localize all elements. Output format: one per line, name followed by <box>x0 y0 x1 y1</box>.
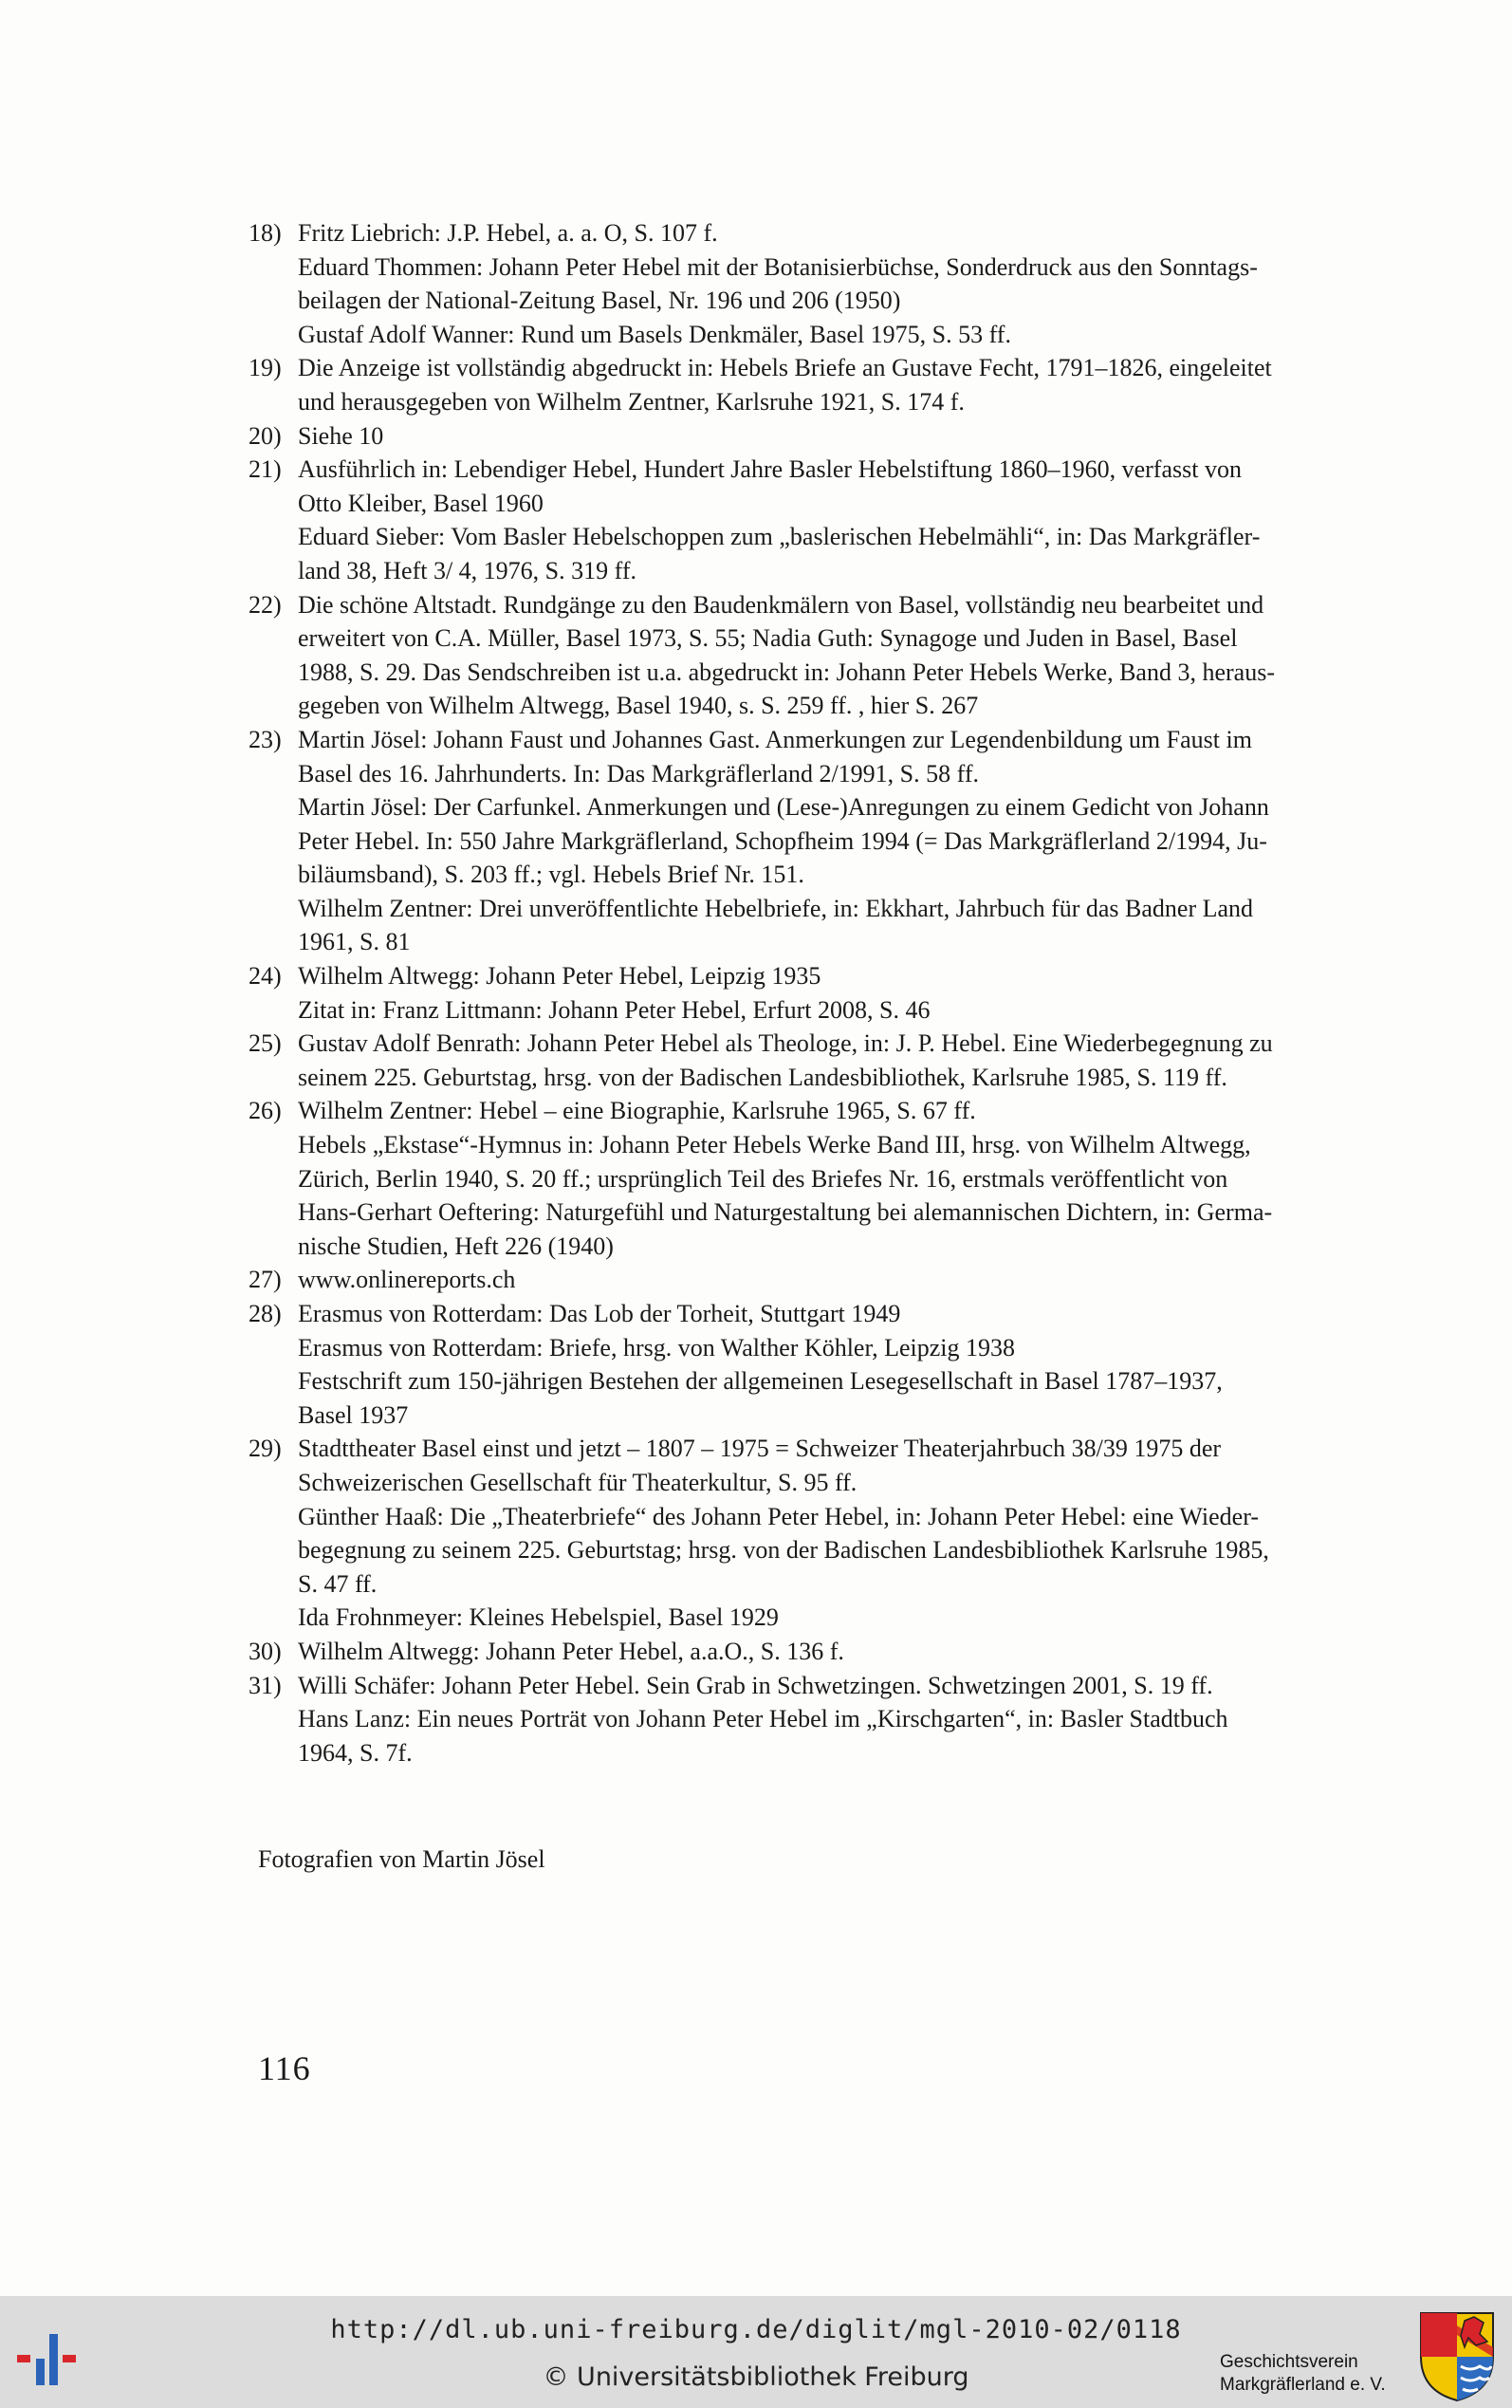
society-name <box>1220 2351 1410 2397</box>
endnote-line: Siehe 10 <box>298 421 384 450</box>
endnote-line: Erasmus von Rotterdam: Briefe, hrsg. von Walther Köhler, Leipzig 1938 <box>298 1333 1015 1361</box>
source-url-link[interactable]: http://dl.ub.uni-freiburg.de/diglit/mgl-2010-02/0118 <box>330 2315 1182 2344</box>
endnote <box>249 588 1396 723</box>
endnote-number: 21) <box>249 455 282 484</box>
endnote-line: 1964, S. 7f. <box>298 1738 413 1767</box>
endnote-line: beilagen der National-Zeitung Basel, Nr. 196 und 206 (1950) <box>298 287 901 315</box>
endnote <box>249 959 1396 1027</box>
endnote <box>249 351 1396 418</box>
coat-of-arms-icon <box>1417 2309 1497 2402</box>
endnote-line: Festschrift zum 150-jährigen Bestehen der allgemeinen Lesegesellschaft in Basel 1787–1937, <box>298 1367 1223 1396</box>
endnote-number: 30) <box>249 1637 282 1665</box>
endnote-line: Basel des 16. Jahrhunderts. In: Das Markgräflerland 2/1991, S. 58 ff. <box>298 759 979 787</box>
endnote-line: S. 47 ff. <box>298 1569 378 1598</box>
endnote-number: 28) <box>249 1300 282 1327</box>
endnote-number: 25) <box>249 1029 282 1058</box>
page-number: 116 <box>258 2049 311 2087</box>
endnote-line: Fritz Liebrich: J.P. Hebel, a. a. O, S. 107 f. <box>298 219 718 247</box>
endnote-line: und herausgegeben von Wilhelm Zentner, Karlsruhe 1921, S. 174 f. <box>298 387 965 416</box>
photo-credit: Fotografien von Martin Jösel <box>258 1845 545 1873</box>
footer-bar <box>0 2296 1512 2408</box>
endnote-line: 1961, S. 81 <box>298 928 411 956</box>
society-name-line2: Markgräflerland e. V. <box>1220 2375 1386 2395</box>
endnote-line: Peter Hebel. In: 550 Jahre Markgräflerland, Schopfheim 1994 (= Das Markgräflerland 2/1994, Ju- <box>298 826 1267 855</box>
endnote <box>249 1635 1396 1669</box>
endnote-line: Basel 1937 <box>298 1400 409 1429</box>
endnote-number: 23) <box>249 725 282 753</box>
endnote-line: Wilhelm Altwegg: Johann Peter Hebel, a.a.O., S. 136 f. <box>298 1637 844 1665</box>
endnote-line: Gustaf Adolf Wanner: Rund um Basels Denkmäler, Basel 1975, S. 53 ff. <box>298 320 1011 348</box>
endnote-line: Ida Frohnmeyer: Kleines Hebelspiel, Basel 1929 <box>298 1603 779 1632</box>
endnote-number: 20) <box>249 421 282 450</box>
endnote-line: Zitat in: Franz Littmann: Johann Peter Hebel, Erfurt 2008, S. 46 <box>298 995 931 1024</box>
society-name-line1: Geschichtsverein <box>1220 2352 1358 2372</box>
endnote-line: Eduard Thommen: Johann Peter Hebel mit der Botanisierbüchse, Sonderdruck aus den Sonntags- <box>298 252 1258 281</box>
endnote-line: 1988, S. 29. Das Sendschreiben ist u.a. abgedruckt in: Johann Peter Hebels Werke, Band 3, heraus- <box>298 658 1275 686</box>
endnote-line: Zürich, Berlin 1940, S. 20 ff.; ursprünglich Teil des Briefes Nr. 16, erstmals veröffentlicht von <box>298 1164 1228 1193</box>
endnote-line: Hebels „Ekstase“-Hymnus in: Johann Peter Hebels Werke Band III, hrsg. von Wilhelm Altwegg, <box>298 1131 1251 1159</box>
endnote-number: 24) <box>249 962 282 991</box>
endnote-line: Günther Haaß: Die „Theaterbriefe“ des Johann Peter Hebel, in: Johann Peter Hebel: eine Wieder- <box>298 1502 1259 1530</box>
endnote-line: Martin Jösel: Johann Faust und Johannes Gast. Anmerkungen zur Legendenbildung um Faust im <box>298 725 1252 753</box>
copyright-text: © Universitätsbibliothek Freiburg <box>543 2362 969 2392</box>
endnote <box>249 1297 1396 1432</box>
endnote-line: www.onlinereports.ch <box>298 1266 516 1294</box>
endnote-number: 19) <box>249 354 282 382</box>
endnotes-list <box>249 216 1396 1769</box>
endnote-line: Otto Kleiber, Basel 1960 <box>298 489 544 517</box>
endnote-number: 22) <box>249 590 282 619</box>
endnote-line: Wilhelm Zentner: Drei unveröffentlichte Hebelbriefe, in: Ekkhart, Jahrbuch für das Badner Land <box>298 894 1254 922</box>
endnote-line: Gustav Adolf Benrath: Johann Peter Hebel als Theologe, in: J. P. Hebel. Eine Wiederbegegnung zu <box>298 1029 1273 1058</box>
endnote-line: Stadttheater Basel einst und jetzt – 1807 – 1975 = Schweizer Theaterjahrbuch 38/39 1975 der <box>298 1435 1222 1463</box>
endnote-line: biläumsband), S. 203 ff.; vgl. Hebels Brief Nr. 151. <box>298 861 804 889</box>
endnote-number: 26) <box>249 1097 282 1125</box>
endnote <box>249 1027 1396 1094</box>
endnote-line: Die Anzeige ist vollständig abgedruckt in: Hebels Briefe an Gustave Fecht, 1791–1826, eingeleitet <box>298 354 1272 382</box>
endnote-line: Schweizerischen Gesellschaft für Theaterkultur, S. 95 ff. <box>298 1468 857 1496</box>
endnote-line: Wilhelm Altwegg: Johann Peter Hebel, Leipzig 1935 <box>298 962 821 991</box>
endnote <box>249 1094 1396 1263</box>
endnote <box>249 453 1396 587</box>
endnote <box>249 216 1396 351</box>
endnote-line: erweitert von C.A. Müller, Basel 1973, S. 55; Nadia Guth: Synagoge und Juden in Basel, Basel <box>298 624 1238 653</box>
endnote-number: 27) <box>249 1266 282 1294</box>
endnote-number: 18) <box>249 219 282 247</box>
endnote-line: Ausführlich in: Lebendiger Hebel, Hundert Jahre Basler Hebelstiftung 1860–1960, verfasst von <box>298 455 1242 484</box>
endnote <box>249 723 1396 959</box>
endnote-line: Eduard Sieber: Vom Basler Hebelschoppen zum „baslerischen Hebelmähli“, in: Das Markgräfler- <box>298 523 1261 551</box>
endnote-line: Wilhelm Zentner: Hebel – eine Biographie, Karlsruhe 1965, S. 67 ff. <box>298 1097 976 1125</box>
endnote <box>249 419 1396 454</box>
endnote <box>249 1669 1396 1770</box>
endnote-line: seinem 225. Geburtstag, hrsg. von der Badischen Landesbibliothek, Karlsruhe 1985, S. 119 ff. <box>298 1063 1227 1091</box>
endnote-line: land 38, Heft 3/ 4, 1976, S. 319 ff. <box>298 556 636 584</box>
endnote-line: Martin Jösel: Der Carfunkel. Anmerkungen und (Lese-)Anregungen zu einem Gedicht von Johann <box>298 793 1269 822</box>
endnote-line: gegeben von Wilhelm Altwegg, Basel 1940, s. S. 259 ff. , hier S. 267 <box>298 692 979 720</box>
endnote-line: begegnung zu seinem 225. Geburtstag; hrsg. von der Badischen Landesbibliothek Karlsruhe 1985, <box>298 1536 1269 1565</box>
endnote-number: 29) <box>249 1435 282 1463</box>
endnote <box>249 1263 1396 1297</box>
endnote-line: nische Studien, Heft 226 (1940) <box>298 1232 614 1260</box>
endnote-line: Die schöne Altstadt. Rundgänge zu den Baudenkmälern von Basel, vollständig neu bearbeitet und <box>298 590 1264 619</box>
endnote-number: 31) <box>249 1671 282 1699</box>
endnote-line: Hans-Gerhart Oeftering: Naturgefühl und Naturgestaltung bei alemannischen Dichtern, in: Germa- <box>298 1198 1273 1227</box>
endnote-line: Hans Lanz: Ein neues Porträt von Johann Peter Hebel im „Kirschgarten“, in: Basler Stadtbuch <box>298 1705 1228 1733</box>
endnote-line: Willi Schäfer: Johann Peter Hebel. Sein Grab in Schwetzingen. Schwetzingen 2001, S. 19 ff. <box>298 1671 1213 1699</box>
endnote <box>249 1432 1396 1635</box>
endnote-line: Erasmus von Rotterdam: Das Lob der Torheit, Stuttgart 1949 <box>298 1300 901 1327</box>
